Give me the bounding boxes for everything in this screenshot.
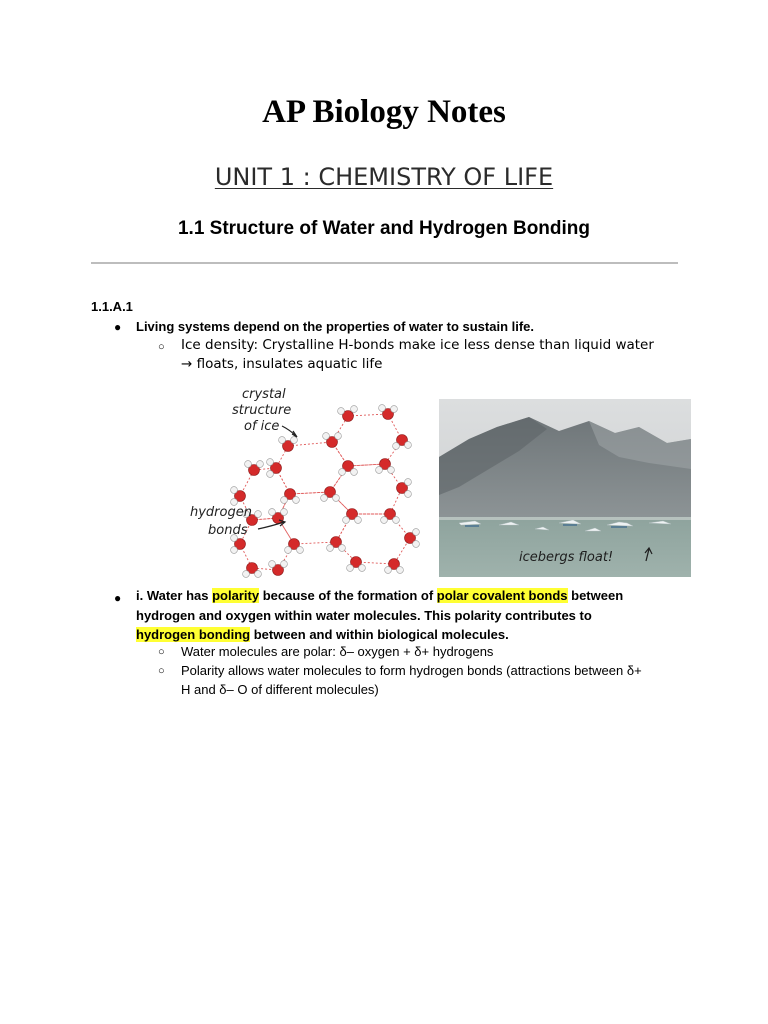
label-crystal: crystal <box>242 387 286 402</box>
label-bonds: bonds <box>208 523 248 538</box>
bullet-marker: ● <box>114 591 122 605</box>
standard-code: 1.1.A.1 <box>91 299 133 314</box>
sub-bullet-water-polar: Water molecules are polar: δ– oxygen + δ+ hydrogens <box>181 644 494 659</box>
bullet-line: hydrogen and oxygen within water molecules. This polarity contributes to <box>136 607 592 623</box>
text-span: between and within biological molecules. <box>250 627 509 642</box>
sub-bullet-marker: ○ <box>158 341 165 353</box>
label-of-ice: of ice <box>244 419 280 434</box>
highlight-hydrogen-bonding: hydrogen bonding <box>136 627 251 642</box>
text-span: i. Water has <box>136 588 213 603</box>
sub-bullet-ice-density <box>181 336 701 374</box>
highlight-polarity: polarity <box>212 588 260 603</box>
sub-bullet-line: Ice density: Crystalline H-bonds make ice less dense than liquid water <box>181 337 654 353</box>
section-heading: 1.1 Structure of Water and Hydrogen Bonding <box>177 218 591 239</box>
document-title: AP Biology Notes <box>262 94 506 130</box>
bullet-line <box>136 586 716 606</box>
sub-bullet-line: Polarity allows water molecules to form hydrogen bonds (attractions between δ+ <box>181 663 642 678</box>
unit-heading: UNIT 1 : CHEMISTRY OF LIFE <box>214 163 554 191</box>
ice-crystal-diagram <box>180 384 432 580</box>
horizontal-divider <box>91 262 678 264</box>
label-structure: structure <box>232 403 292 418</box>
sub-bullet-line: → floats, insulates aquatic life <box>181 356 383 372</box>
text-span: because of the formation of <box>259 588 437 603</box>
bullet-living-systems: Living systems depend on the properties of water to sustain life. <box>136 319 535 334</box>
sub-bullet-marker: ○ <box>158 665 165 677</box>
label-hydrogen: hydrogen <box>190 505 252 520</box>
sub-bullet-polarity-hbonds <box>181 661 701 699</box>
text-span: between <box>567 588 624 603</box>
sub-bullet-line: H and δ– O of different molecules) <box>181 682 379 697</box>
icebergs-photo <box>439 399 691 577</box>
bullet-water-polarity <box>136 586 716 645</box>
bullet-marker: ● <box>114 320 122 334</box>
photo-caption: icebergs float! <box>519 550 614 565</box>
sub-bullet-marker: ○ <box>158 646 165 658</box>
highlight-polar-covalent-bonds: polar covalent bonds <box>436 588 568 603</box>
